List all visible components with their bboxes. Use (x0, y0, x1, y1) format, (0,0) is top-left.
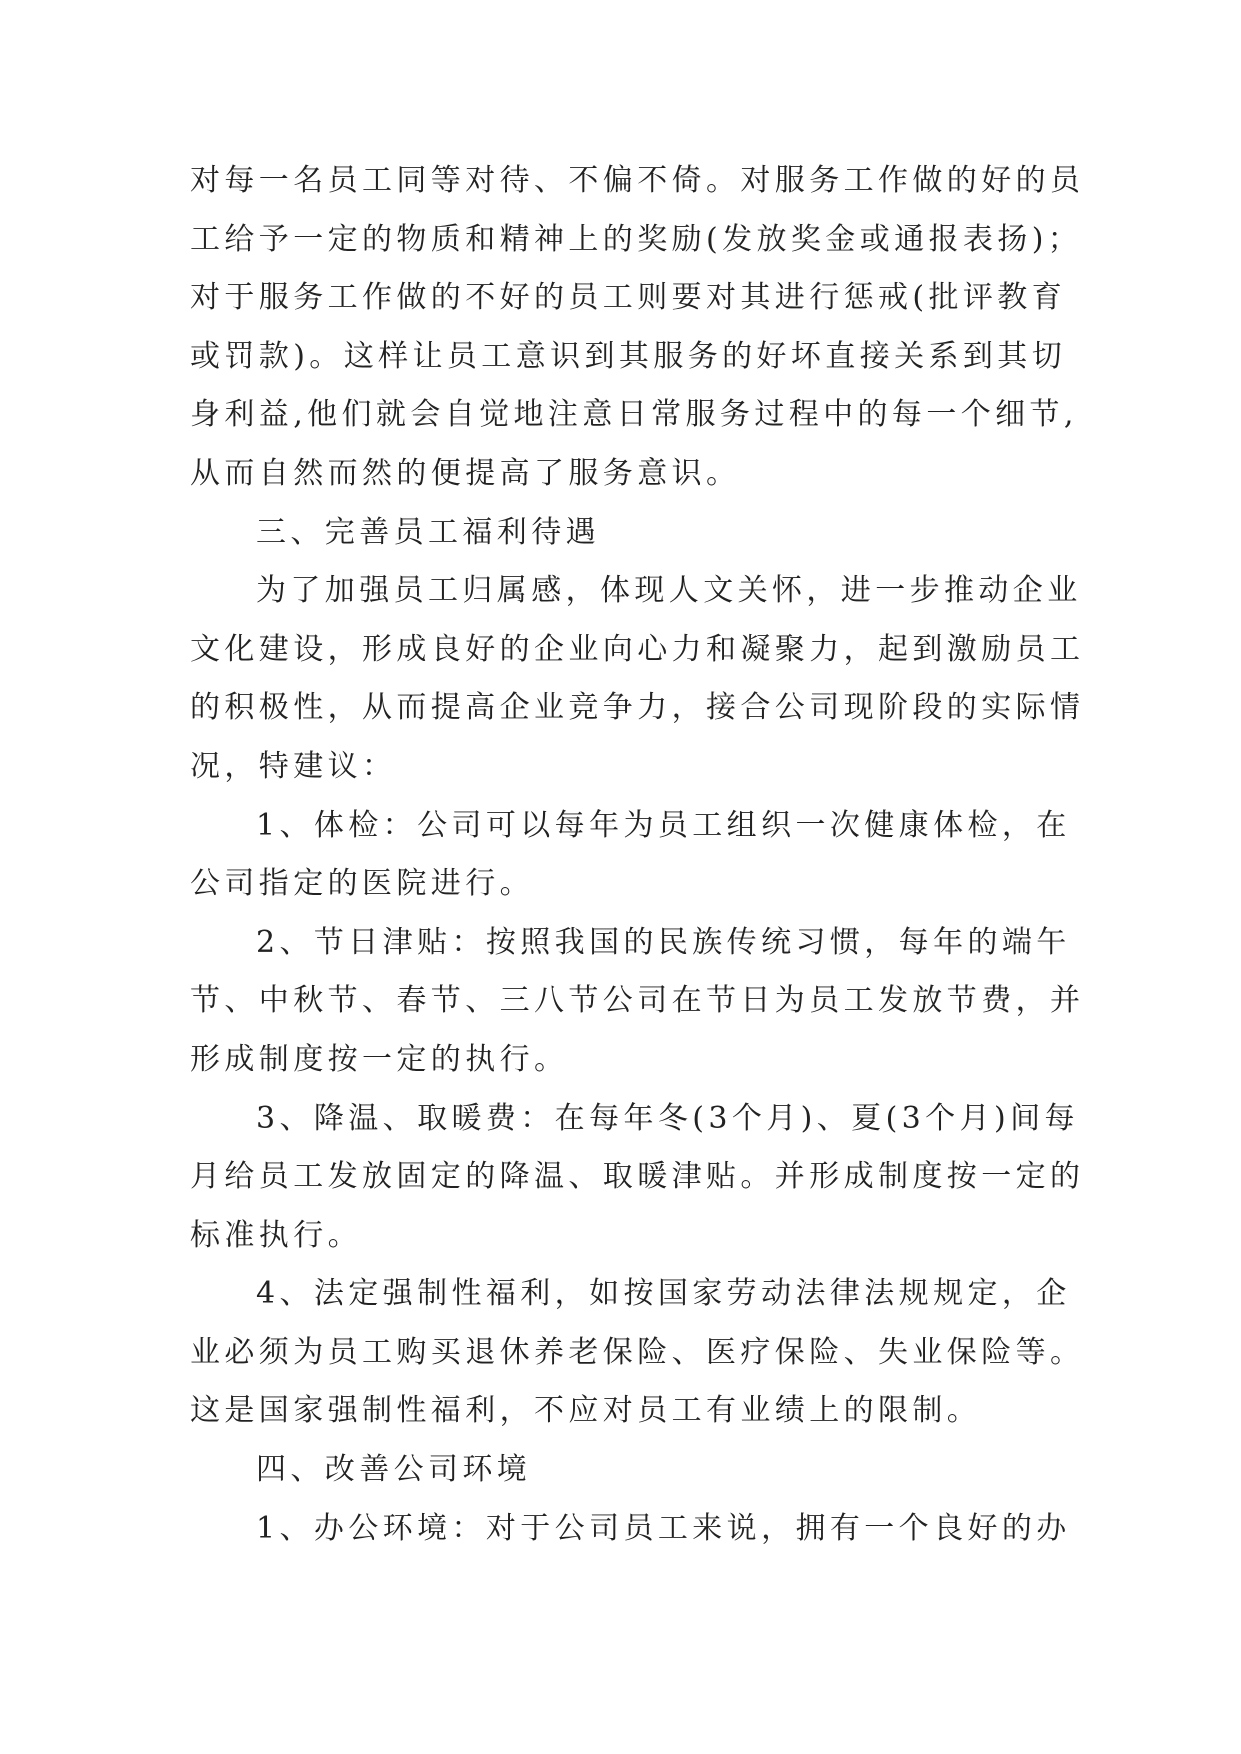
heading-line: 四、改善公司环境 (256, 1452, 532, 1488)
text-line: 标准执行。 (190, 1217, 362, 1253)
text-line: 的积极性，从而提高企业竞争力，接合公司现阶段的实际情 (190, 690, 1085, 726)
text-line: 这是国家强制性福利，不应对员工有业绩上的限制。 (190, 1393, 982, 1429)
text-line: 况，特建议： (190, 748, 397, 784)
text-line: 月给员工发放固定的降温、取暖津贴。并形成制度按一定的 (190, 1159, 1085, 1195)
text-line: 4、法定强制性福利，如按国家劳动法律法规规定，企 (256, 1276, 1071, 1312)
text-line: 节、中秋节、春节、三八节公司在节日为员工发放节费，并 (190, 983, 1085, 1019)
text-line: 对于服务工作做的不好的员工则要对其进行惩戒(批评教育 (190, 280, 1067, 316)
section-heading-environment (190, 1441, 1055, 1500)
text-line: 身利益,他们就会自觉地注意日常服务过程中的每一个细节, (190, 397, 1078, 433)
paragraph-item-statutory-welfare (190, 1265, 1085, 1441)
text-line: 形成制度按一定的执行。 (190, 1041, 569, 1077)
text-line: 对每一名员工同等对待、不偏不倚。对服务工作做的好的员 (190, 163, 1085, 198)
paragraph-item-holiday-allowance (190, 914, 1085, 1090)
text-line: 或罚款)。这样让员工意识到其服务的好坏直接关系到其切 (190, 338, 1067, 374)
paragraph-welfare-intro (190, 562, 1085, 796)
paragraph-service-rewards (190, 152, 1085, 504)
document-body (190, 152, 1085, 1558)
paragraph-item-physical-exam (190, 797, 1071, 914)
text-line: 公司指定的医院进行。 (190, 866, 534, 902)
text-line: 文化建设，形成良好的企业向心力和凝聚力，起到激励员工 (190, 631, 1085, 667)
text-line: 3、降温、取暖费：在每年冬(3个月)、夏(3个月)间每 (256, 1100, 1079, 1136)
text-line: 为了加强员工归属感，体现人文关怀，进一步推动企业 (256, 573, 1082, 609)
text-line: 1、办公环境：对于公司员工来说，拥有一个良好的办 (256, 1510, 1071, 1546)
paragraph-item-office-environment (190, 1500, 1071, 1559)
text-line: 1、体检：公司可以每年为员工组织一次健康体检，在 (256, 807, 1071, 843)
section-heading-welfare (190, 504, 1055, 563)
text-line: 业必须为员工购买退休养老保险、医疗保险、失业保险等。 (190, 1334, 1085, 1370)
heading-line: 三、完善员工福利待遇 (256, 514, 600, 550)
paragraph-item-temperature-allowance (190, 1090, 1085, 1266)
text-line: 从而自然而然的便提高了服务意识。 (190, 455, 741, 491)
text-line: 2、节日津贴：按照我国的民族传统习惯，每年的端午 (256, 924, 1071, 960)
text-line: 工给予一定的物质和精神上的奖励(发放奖金或通报表扬)； (190, 221, 1083, 257)
